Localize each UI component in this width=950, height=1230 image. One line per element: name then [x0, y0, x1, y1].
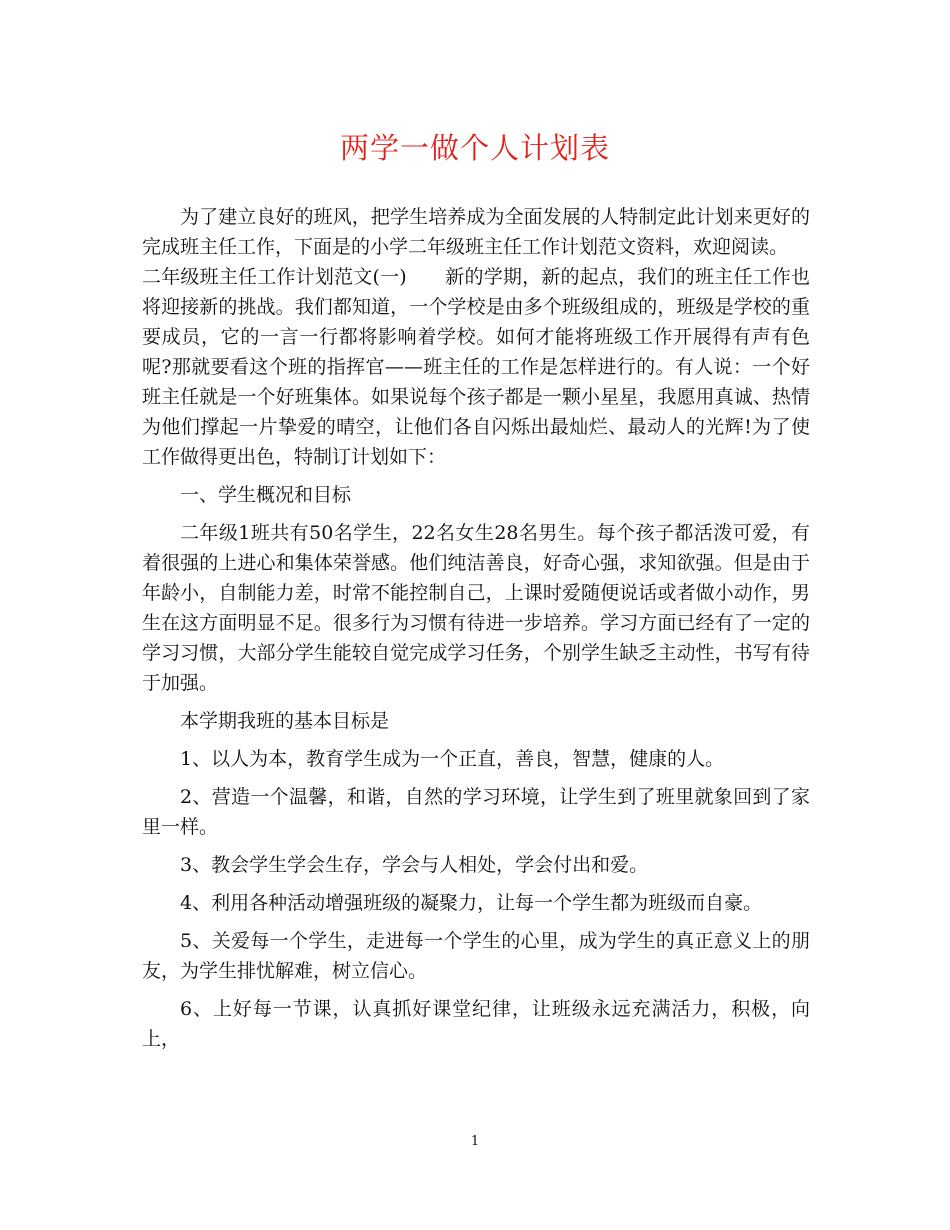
- goal-item-2: 2、营造一个温馨，和谐，自然的学习环境，让学生到了班里就象回到了家里一样。: [142, 786, 810, 838]
- page-number: 1: [470, 1134, 480, 1149]
- document-body: [142, 202, 810, 1062]
- goal-item-5: 5、关爱每一个学生，走进每一个学生的心里，成为学生的真正意义上的朋友，为学生排忧解难，树立信心。: [142, 930, 810, 982]
- goal-item-4: 4、利用各种活动增强班级的凝聚力，让每一个学生都为班级而自豪。: [180, 892, 763, 914]
- goal-item-1: 1、以人为本，教育学生成为一个正直，善良，智慧，健康的人。: [180, 748, 725, 770]
- goal-item-3: 3、教会学生学会生存，学会与人相处，学会付出和爱。: [180, 854, 649, 876]
- paragraph-intro: 为了建立良好的班风，把学生培养成为全面发展的人特制定此计划来更好的完成班主任工作，下面是的小学二年级班主任工作计划范文资料，欢迎阅读。: [142, 206, 810, 258]
- document-title: 两学一做个人计划表: [339, 131, 610, 165]
- section-heading-students: 一、学生概况和目标: [180, 484, 352, 506]
- paragraph-goals-heading: 本学期我班的基本目标是: [180, 710, 390, 732]
- paragraph-class-overview: 二年级1班共有50名学生，22名女生28名男生。每个孩子都活泼可爱，有着很强的上进心和集体荣誉感。他们纯洁善良，好奇心强，求知欲强。但是由于年龄小，自制能力差，时常不能控制自己，上课时爱随便说话或者做小动作，男生在这方面明显不足。很多行为习惯有待进一步培养。学习方面已经有了一定的学习习惯，大部分学生能较自觉完成学习任务，个别学生缺乏主动性，书写有待于加强。: [142, 522, 810, 694]
- goal-item-6: 6、上好每一节课，认真抓好课堂纪律，让班级永远充满活力，积极，向上，: [142, 998, 810, 1050]
- paragraph-sample-one: 二年级班主任工作计划范文(一) 新的学期，新的起点，我们的班主任工作也将迎接新的挑战。我们都知道，一个学校是由多个班级组成的，班级是学校的重要成员，它的一言一行都将影响着学校。如何才能将班级工作开展得有声有色呢?那就要看这个班的指挥官——班主任的工作是怎样进行的。有人说：一个好班主任就是一个好班集体。如果说每个孩子都是一颗小星星，我愿用真诚、热情为他们撑起一片挚爱的晴空，让他们各自闪烁出最灿烂、最动人的光辉!为了使工作做得更出色，特制订计划如下：: [142, 266, 810, 468]
